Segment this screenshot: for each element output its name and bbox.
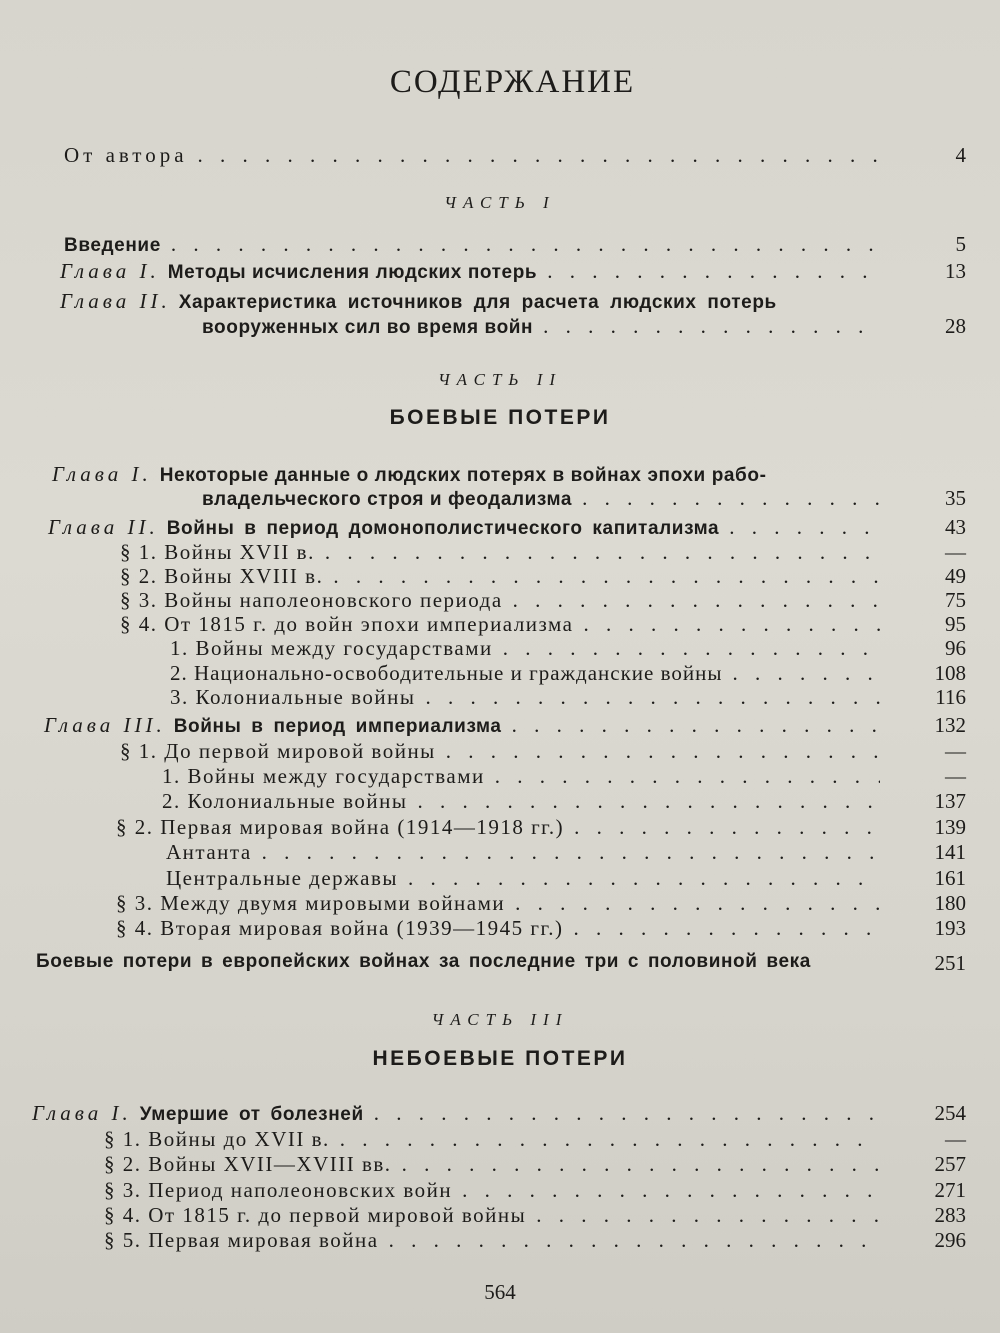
toc-row [170, 636, 890, 660]
dot-leader [584, 612, 881, 637]
toc-page-number: — [945, 739, 966, 763]
chapter-prefix: Глава I. [32, 1101, 132, 1125]
toc-label: § 2. Войны XVIII в. [120, 564, 324, 588]
toc-page-number: — [945, 764, 966, 788]
section-title: НЕБОЕВЫЕ ПОТЕРИ [372, 1047, 628, 1070]
toc-label: § 5. Первая мировая война [104, 1228, 379, 1252]
toc-label: Антанта [166, 840, 252, 864]
toc-label: вооруженных сил во время войн [202, 317, 534, 338]
toc-page-number: 116 [935, 685, 966, 709]
toc-row [116, 916, 890, 940]
toc-row [162, 789, 890, 813]
toc-label: владельческого строя и феодализма [202, 489, 573, 510]
dot-leader [171, 232, 880, 257]
toc-page-number: 296 [934, 1228, 966, 1252]
toc-page-number: 5 [955, 232, 966, 256]
toc-label: § 3. Между двумя мировыми войнами [116, 891, 506, 915]
toc-label: § 3. Период наполеоновских войн [104, 1178, 453, 1202]
toc-label: § 1. Войны до XVII в. [104, 1127, 330, 1151]
toc-label: § 2. Первая мировая война (1914—1918 гг.) [116, 815, 565, 839]
dot-leader [495, 764, 880, 789]
dot-leader [732, 661, 880, 686]
toc-label: § 1. Войны XVII в. [120, 540, 315, 564]
dot-leader [262, 840, 880, 865]
page-number: 564 [484, 1280, 516, 1304]
toc-row [104, 1203, 890, 1227]
toc-page-number: 251 [934, 951, 966, 975]
toc-page-number: 96 [945, 636, 966, 660]
toc-row [120, 739, 890, 763]
toc-row-continuation [202, 314, 890, 338]
toc-label: Центральные державы [166, 866, 398, 890]
toc-row [166, 866, 890, 890]
toc-row [170, 685, 890, 709]
toc-label: Войны в период домонополистического капитализма [166, 518, 720, 539]
toc-page-number: 43 [945, 515, 966, 539]
toc-page-number: 180 [934, 891, 966, 915]
toc-page-number: 75 [945, 588, 966, 612]
toc-page-number: 283 [934, 1203, 966, 1227]
toc-label: § 1. До первой мировой войны [120, 739, 436, 763]
toc-row [116, 815, 890, 839]
page-title: СОДЕРЖАНИЕ [389, 64, 636, 100]
toc-label: Некоторые данные о людских потерях в войнах эпохи рабо- [159, 465, 767, 486]
toc-row [104, 1127, 890, 1151]
toc-page-number: 4 [955, 143, 966, 167]
dot-leader [389, 1228, 880, 1253]
chapter-prefix: Глава I. [52, 462, 152, 486]
dot-leader [374, 1101, 880, 1126]
toc-row [64, 232, 890, 256]
dot-leader [574, 815, 880, 840]
toc-row [120, 564, 890, 588]
toc-label: 2. Национально-освободительные и гражданские войны [170, 661, 723, 685]
dot-leader [582, 486, 880, 511]
toc-label: Введение [64, 235, 161, 256]
toc-page-number: 161 [934, 866, 966, 890]
toc-label: 3. Колониальные войны [170, 685, 416, 709]
toc-label: Характеристика источников для расчета людских потерь [178, 292, 777, 313]
toc-page-number: 193 [934, 916, 966, 940]
toc-row-summary [36, 951, 811, 975]
toc-page-number: 271 [934, 1178, 966, 1202]
toc-page-number: 254 [934, 1101, 966, 1125]
toc-row [44, 713, 890, 737]
toc-page-number: 13 [945, 259, 966, 283]
toc-page-number: 95 [945, 612, 966, 636]
toc-label: 1. Войны между государствами [162, 764, 485, 788]
toc-row [166, 840, 890, 864]
toc-row-continuation [202, 486, 890, 510]
toc-label: От автора [64, 143, 188, 167]
toc-label: § 4. От 1815 г. до войн эпохи империализма [120, 612, 574, 636]
toc-row [60, 259, 890, 283]
dot-leader [446, 739, 880, 764]
toc-row [104, 1178, 890, 1202]
toc-row [116, 891, 890, 915]
toc-label: Войны в период империализма [173, 716, 502, 737]
dot-leader [425, 685, 880, 710]
chapter-prefix: Глава I. [60, 259, 160, 283]
dot-leader [513, 588, 880, 613]
dot-leader [340, 1127, 880, 1152]
toc-page-number: 28 [945, 314, 966, 338]
toc-row [104, 1152, 890, 1176]
dot-leader [515, 891, 880, 916]
toc-row [120, 612, 890, 636]
toc-row [120, 540, 890, 564]
toc-label: § 4. Вторая мировая война (1939—1945 гг.) [116, 916, 564, 940]
toc-label: § 3. Войны наполеоновского периода [120, 588, 503, 612]
section-title: БОЕВЫЕ ПОТЕРИ [389, 406, 611, 429]
toc-row [170, 661, 890, 685]
dot-leader [512, 713, 880, 738]
dot-leader [325, 540, 880, 565]
dot-leader [333, 564, 880, 589]
toc-label: Методы исчисления людских потерь [167, 262, 538, 283]
toc-label: § 2. Войны XVII—XVIII вв. [104, 1152, 392, 1176]
dot-leader [198, 143, 880, 168]
toc-page-number: 108 [934, 661, 966, 685]
dot-leader [503, 636, 880, 661]
toc-page-number: 141 [934, 840, 966, 864]
dot-leader [729, 515, 880, 540]
toc-page-number: 132 [934, 713, 966, 737]
toc-label: Боевые потери в европейских войнах за последние три с половиной века [36, 951, 811, 972]
dot-leader [547, 259, 880, 284]
toc-page-number: 49 [945, 564, 966, 588]
toc-row [162, 764, 890, 788]
chapter-prefix: Глава III. [44, 713, 166, 737]
toc-page-number: — [945, 540, 966, 564]
toc-row [48, 515, 890, 539]
dot-leader [402, 1152, 880, 1177]
toc-label: 2. Колониальные войны [162, 789, 408, 813]
dot-leader [573, 916, 880, 941]
part-heading: ЧАСТЬ III [431, 1010, 569, 1029]
toc-label: § 4. От 1815 г. до первой мировой войны [104, 1203, 527, 1227]
toc-row [52, 462, 767, 486]
toc-page-number: — [945, 1127, 966, 1151]
toc-page-number: 139 [934, 815, 966, 839]
part-heading: ЧАСТЬ I [444, 193, 556, 212]
chapter-prefix: Глава II. [48, 515, 159, 539]
dot-leader [536, 1203, 880, 1228]
chapter-prefix: Глава II. [60, 289, 171, 313]
toc-page-number: 35 [945, 486, 966, 510]
dot-leader [408, 866, 880, 891]
toc-row-intro [64, 143, 890, 167]
toc-row [120, 588, 890, 612]
toc-row [60, 289, 777, 313]
toc-label: Умершие от болезней [139, 1104, 364, 1125]
toc-label: 1. Войны между государствами [170, 636, 493, 660]
dot-leader [417, 789, 880, 814]
toc-row [32, 1101, 890, 1125]
toc-page-number: 137 [934, 789, 966, 813]
part-heading: ЧАСТЬ II [437, 370, 563, 389]
dot-leader [462, 1178, 880, 1203]
dot-leader [543, 314, 880, 339]
toc-page-number: 257 [934, 1152, 966, 1176]
toc-row [104, 1228, 890, 1252]
